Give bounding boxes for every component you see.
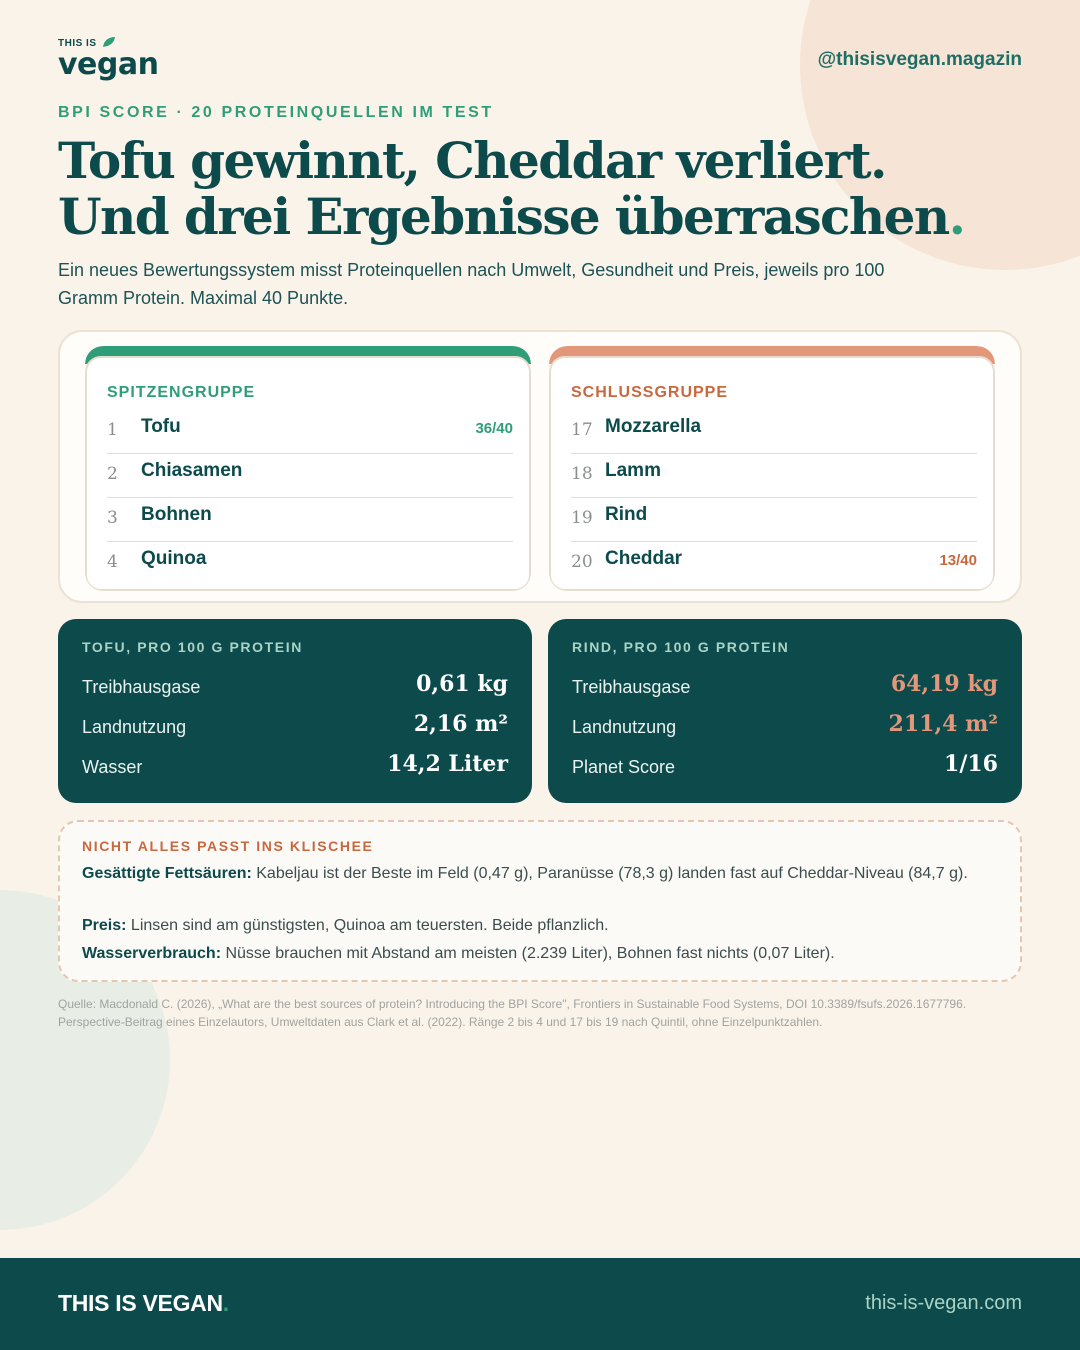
note-text: Linsen sind am günstigsten, Quinoa am teuersten. Beide pflanzlich.: [126, 917, 609, 934]
logo-small-text: THIS IS: [58, 38, 97, 49]
ranking-row: [571, 410, 977, 454]
top-group-card: [85, 346, 531, 591]
headline-dot: .: [948, 187, 965, 246]
rank-name: Tofu: [141, 416, 181, 437]
surprises-title: NICHT ALLES PASST INS KLISCHEE: [82, 838, 374, 854]
footer-bar: [0, 1258, 1080, 1350]
logo-big-text: vegan: [58, 47, 159, 82]
stat-card-title: TOFU, PRO 100 G PROTEIN: [82, 639, 303, 655]
rank-number: 1: [107, 420, 118, 440]
bottom-group-title: SCHLUSSGRUPPE: [571, 384, 729, 401]
ranking-row: [571, 542, 977, 586]
rank-name: Chiasamen: [141, 460, 243, 481]
note-paragraph: [82, 942, 994, 965]
stat-label: Planet Score: [572, 757, 676, 777]
surprises-box: [58, 820, 1022, 982]
rank-name: Cheddar: [605, 548, 683, 569]
rind-stats-card: [548, 619, 1022, 803]
rank-score: 36/40: [475, 420, 513, 437]
ranking-row: [107, 410, 513, 454]
note-label: Wasserverbrauch:: [82, 945, 222, 962]
stat-row: [572, 751, 998, 781]
stat-value: 2,16 m²: [413, 711, 508, 737]
headline-text: Tofu gewinnt, Cheddar verliert. Und drei Ergebnisse überraschen: [58, 131, 949, 246]
rank-number: 17: [571, 420, 593, 440]
top-group-body: [85, 356, 531, 591]
stat-label: Treibhausgase: [82, 677, 201, 697]
headline: [58, 133, 988, 245]
ranking-row: [107, 454, 513, 498]
eyebrow-label: BPI SCORE · 20 PROTEINQUELLEN IM TEST: [58, 104, 494, 121]
stat-row: [572, 711, 998, 741]
stat-row: [572, 671, 998, 701]
rank-score: 13/40: [939, 552, 977, 569]
note-label: Gesättigte Fettsäuren:: [82, 865, 252, 882]
stat-value: 0,61 kg: [416, 671, 508, 697]
intro-text: Ein neues Bewertungssystem misst Proteinquellen nach Umwelt, Gesundheit und Preis, jeweils pro 100 Gramm Protein. Maximal 40 Punkte.: [58, 260, 885, 308]
rank-name: Mozzarella: [605, 416, 702, 437]
stat-row: [82, 711, 508, 741]
rank-name: Quinoa: [141, 548, 207, 569]
leaf-icon: [102, 36, 116, 48]
ranking-row: [107, 498, 513, 542]
ranking-row: [107, 542, 513, 586]
rank-number: 4: [107, 552, 118, 572]
stat-label: Landnutzung: [572, 717, 677, 737]
rank-number: 18: [571, 464, 593, 484]
footer-brand[interactable]: [58, 1290, 229, 1317]
note-paragraph: [82, 914, 994, 937]
rank-name: Lamm: [605, 460, 661, 481]
note-text: Kabeljau ist der Beste im Feld (0,47 g), Paranüsse (78,3 g) landen fast auf Cheddar-Niveau (84,7 g).: [251, 865, 968, 882]
stat-value: 64,19 kg: [890, 671, 998, 697]
footer-website-link[interactable]: this-is-vegan.com: [865, 1292, 1022, 1314]
ranking-row: [571, 498, 977, 542]
ranking-row: [571, 454, 977, 498]
stat-label: Wasser: [82, 757, 143, 777]
footer-brand-text: THIS IS VEGAN: [58, 1290, 223, 1316]
source-citation: Quelle: Macdonald C. (2026), „What are the best sources of protein? Introducing the BPI Score", Frontiers in Sustainable Food Systems, DOI 10.3389/fsufs.2026.1677796. Perspective-Beitrag eines Einzelautors, Umweltdaten aus Clark et al. (2022). Ränge 2 bis 4 und 17 bis 19 nach Quintil, ohne Einzelpunktzahlen.: [58, 997, 967, 1029]
bottom-group-body: [549, 356, 995, 591]
rank-number: 3: [107, 508, 118, 528]
rank-number: 19: [571, 508, 593, 528]
footer-brand-dot: .: [222, 1290, 229, 1316]
rank-number: 2: [107, 464, 118, 484]
note-label: Preis:: [82, 917, 127, 934]
bottom-group-card: [549, 346, 995, 591]
stat-card-title: RIND, PRO 100 G PROTEIN: [572, 639, 790, 655]
rank-name: Rind: [605, 504, 648, 525]
tofu-stats-card: [58, 619, 532, 803]
stat-row: [82, 751, 508, 781]
note-text: Nüsse brauchen mit Abstand am meisten (2.239 Liter), Bohnen fast nichts (0,07 Liter).: [221, 945, 835, 962]
stat-value: 211,4 m²: [888, 711, 998, 737]
stat-value: 1/16: [944, 751, 998, 777]
top-group-title: SPITZENGRUPPE: [107, 384, 256, 401]
stat-row: [82, 671, 508, 701]
rank-number: 20: [571, 552, 593, 572]
stat-label: Treibhausgase: [572, 677, 691, 697]
brand-logo[interactable]: [58, 38, 158, 80]
note-paragraph: [82, 862, 994, 885]
social-handle[interactable]: @thisisvegan.magazin: [817, 49, 1022, 70]
stat-value: 14,2 Liter: [387, 751, 508, 777]
stat-label: Landnutzung: [82, 717, 187, 737]
rank-name: Bohnen: [141, 504, 212, 525]
